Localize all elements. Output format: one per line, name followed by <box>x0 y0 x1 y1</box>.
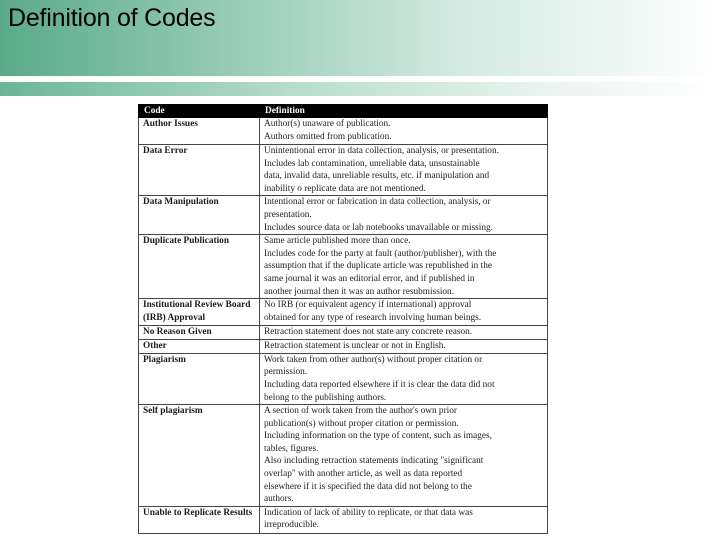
definition-text: tables, figures. <box>264 443 319 454</box>
definition-cell <box>260 145 548 196</box>
code-text: Data Error <box>143 146 188 156</box>
definition-cell <box>260 196 548 235</box>
definition-text: publication(s) without proper citation or permission. <box>264 418 459 429</box>
code-cell <box>139 196 260 235</box>
code-cell <box>139 145 260 196</box>
code-text: Self plagiarism <box>143 406 203 417</box>
definition-text: same journal it was an editorial error, and if published in <box>264 273 475 284</box>
code-text: Duplicate Publication <box>143 236 230 247</box>
definition-cell <box>260 340 548 354</box>
code-cell <box>139 353 260 404</box>
table-row <box>139 353 548 404</box>
code-cell <box>139 506 260 533</box>
definition-text: No IRB (or equivalent agency if international) approval <box>264 300 472 311</box>
definition-cell <box>260 118 548 145</box>
code-cell <box>139 326 260 340</box>
definition-cell <box>260 299 548 326</box>
definition-text: elsewhere if it is specified the data did not belong to the <box>264 481 472 492</box>
definition-text: Includes code for the party at fault (author/publisher), with the <box>264 248 497 259</box>
code-text: Unable to Replicate <box>143 507 221 518</box>
definition-text: overlap" with another article, as well as data reported <box>264 469 463 480</box>
definition-text: Author(s) unaware of publication. <box>264 119 391 129</box>
definition-text: A section of work taken from the author's own prior <box>264 406 457 417</box>
definition-text: Work taken from other author(s) without proper citation or <box>264 354 483 365</box>
code-cell <box>139 340 260 354</box>
page-title: Definition of Codes <box>8 4 216 32</box>
table-row <box>139 326 548 340</box>
definition-text: Retraction statement does not state any concrete reason. <box>264 327 473 338</box>
table-row <box>139 506 548 533</box>
definition-text: Including data reported elsewhere if it is clear the data did not <box>264 379 495 390</box>
definition-text: Intentional error or fabrication in data collection, analysis, or <box>264 197 491 208</box>
definition-cell <box>260 506 548 533</box>
definition-text: Includes lab contamination, unreliable data, unsustainable <box>264 158 480 169</box>
table-row <box>139 340 548 354</box>
code-text: Plagiarism <box>143 354 186 365</box>
definition-text: data, invalid data, unreliable results, etc. if manipulation and <box>264 171 490 182</box>
code-text: Board (IRB) Approval <box>143 300 251 323</box>
definition-text: belong to the publishing authors. <box>264 392 387 403</box>
code-cell <box>139 405 260 507</box>
definition-text: Also including retraction statements indicating "significant <box>264 456 484 467</box>
definition-text: obtained for any type of research involving human beings. <box>264 312 482 323</box>
code-text: Institutional Review <box>143 300 224 311</box>
table-row <box>139 299 548 326</box>
table-row <box>139 196 548 235</box>
codes-table <box>138 104 548 534</box>
definition-cell <box>260 405 548 507</box>
code-text: No Reason Given <box>143 327 212 338</box>
header-definition: Definition <box>260 105 548 118</box>
code-text: Author Issues <box>143 119 198 129</box>
definition-text: Includes source data or lab notebooks unavailable or missing. <box>264 222 494 233</box>
definition-text: Same article published more than once. <box>264 236 411 247</box>
definition-text: inability o replicate data are not mentioned. <box>264 183 426 194</box>
definition-text: authors. <box>264 494 294 505</box>
code-text: Data Manipulation <box>143 197 219 208</box>
definition-cell <box>260 235 548 299</box>
definition-text: Authors omitted from publication. <box>264 131 392 142</box>
decorative-band <box>0 82 720 96</box>
definition-cell <box>260 353 548 404</box>
table-row <box>139 145 548 196</box>
table-row <box>139 405 548 507</box>
code-text: Other <box>143 341 167 352</box>
code-cell <box>139 299 260 326</box>
table-row <box>139 118 548 145</box>
definition-text: Retraction statement is unclear or not in English. <box>264 341 446 352</box>
code-cell <box>139 118 260 145</box>
header-code: Code <box>139 105 260 118</box>
definition-text: Unintentional error in data collection, analysis, or presentation. <box>264 146 499 156</box>
definition-text: irreproducible. <box>264 520 319 531</box>
table-row <box>139 235 548 299</box>
definition-text: permission. <box>264 367 308 378</box>
definition-text: assumption that if the duplicate article was republished in the <box>264 261 492 272</box>
definition-text: Including information on the type of content, such as images, <box>264 431 492 442</box>
definition-cell <box>260 326 548 340</box>
table-header-row <box>139 105 548 118</box>
definition-text: another journal then it was an author resubmission. <box>264 286 455 297</box>
definition-text: presentation. <box>264 209 312 220</box>
definition-text: Indication of lack of ability to replicate, or that data was <box>264 507 473 518</box>
code-cell <box>139 235 260 299</box>
code-text: Results <box>223 507 253 518</box>
